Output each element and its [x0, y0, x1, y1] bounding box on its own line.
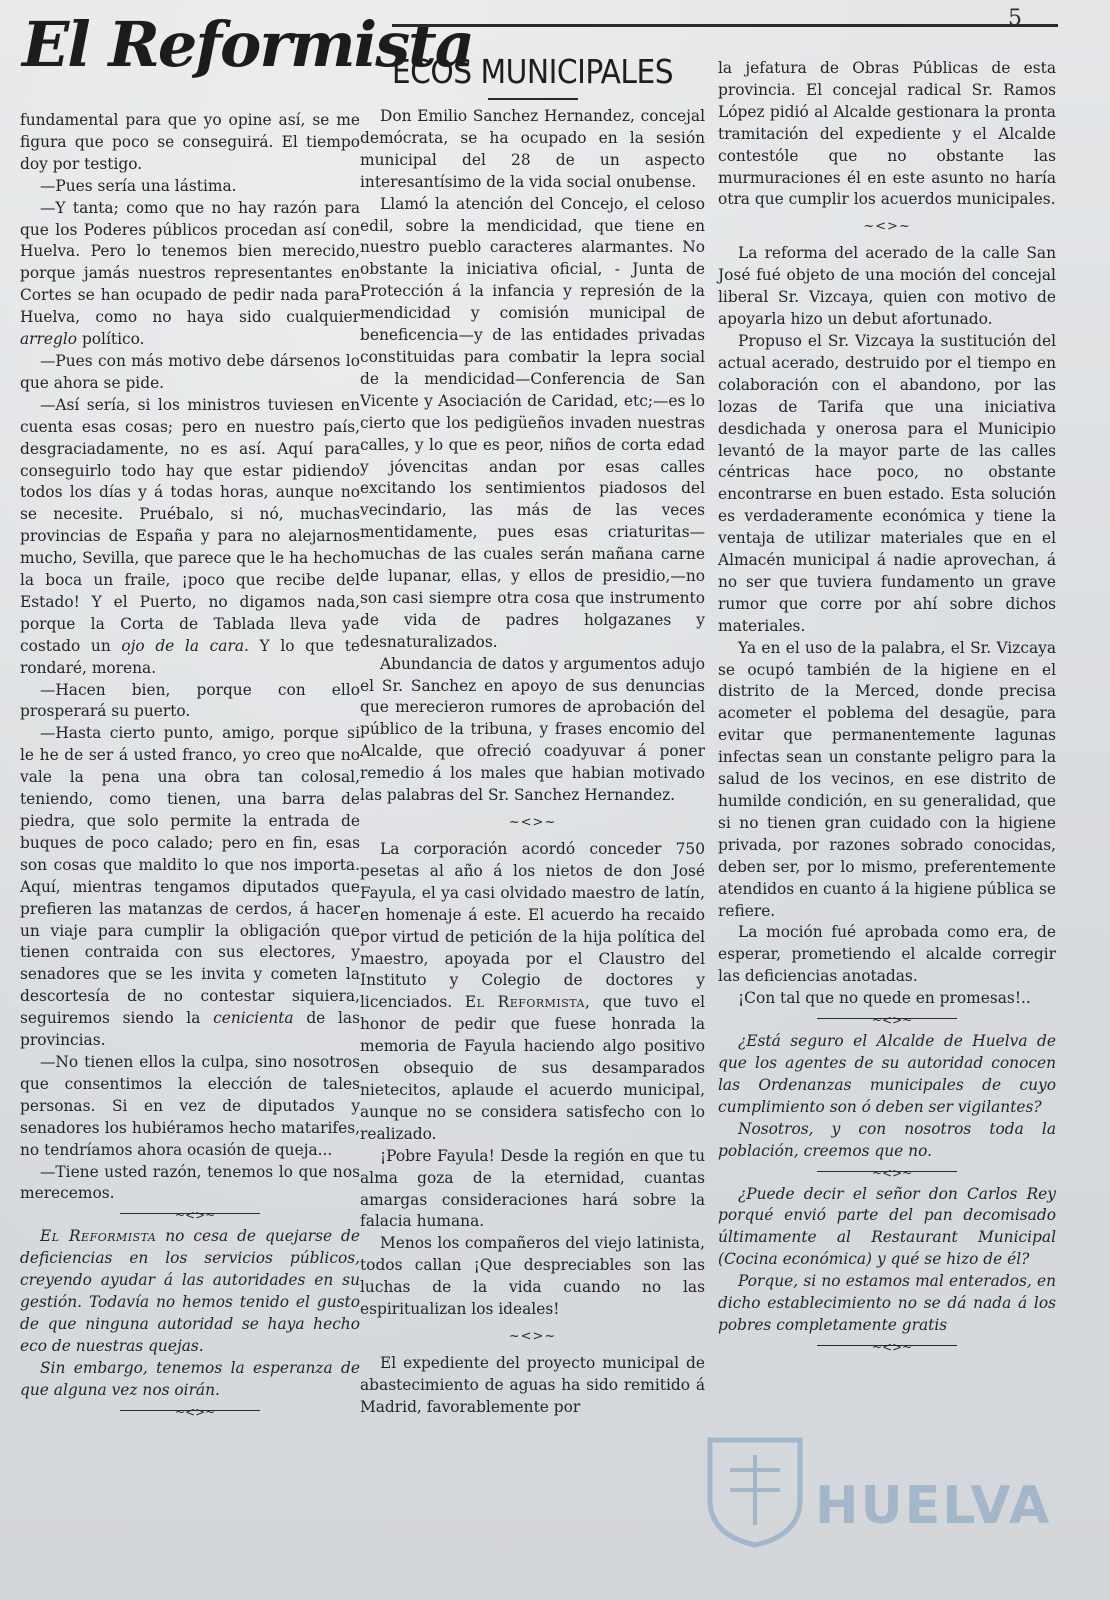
paragraph: —Hacen bien, porque con ello prosperará su puerto. — [20, 680, 360, 721]
header-rule — [392, 24, 1058, 27]
ornament-divider: ~<>~ — [817, 1018, 957, 1019]
paragraph: —Pues con más motivo debe dársenos lo que ahora se pide. — [20, 351, 360, 392]
title-rule — [488, 98, 578, 100]
masthead-logo: El Reformista — [22, 8, 473, 81]
page-number: 5 — [1008, 6, 1022, 31]
ornament-divider: ~<>~ — [508, 1328, 557, 1344]
column-2 — [360, 50, 705, 1419]
stamp-text: HUELVA — [815, 1476, 1052, 1536]
column-1 — [20, 110, 360, 1423]
paragraph: Propuso el Sr. Vizcaya la sustitución del actual acerado, destruido por el tiempo en colaboración con el abandono, por las lozas de Tarifa que una iniciativa desdichada y onerosa para el Municipio levantó de la mayor parte de las calles céntricas hace poco, no obstante encontrarse en buen estado. Esta solución es verdaderamente económica y tiene la ventaja de utilizar materiales que en el Almacén municipal á nadie aprovechan, á no ser que tuviera fundamento un grave rumor que corre por ahí sobre dichos materiales. — [718, 331, 1056, 635]
paragraph: —Y tanta; como que no hay razón para que los Poderes públicos procedan así con Huelva. Pero lo tenemos bien merecido, porque jamás nuestros representantes en Cortes se han ocupado de pedir nada para Huelva, como no haya sido cualquier arreglo político. — [20, 198, 360, 349]
paragraph: Abundancia de datos y argumentos adujo el Sr. Sanchez en apoyo de sus denuncias que merecieron rumores de aprobación del público de la tribuna, y frases encomio del Alcalde, que ofreció coadyuvar á poner remedio á los males que habian motivado las palabras del Sr. Sanchez Hernandez. — [360, 654, 705, 805]
editorial-note: Sin embargo, tenemos la esperanza de que alguna vez nos oirán. — [20, 1358, 360, 1399]
ornament-divider: ~<>~ — [508, 815, 557, 830]
paragraph: —Pues sería una lástima. — [40, 176, 237, 195]
ornament-divider: ~<>~ — [863, 219, 911, 235]
paragraph: Llamó la atención del Concejo, el celoso edil, sobre la mendicidad, que tiene en nuestro pueblo caracteres alarmantes. No obstante la iniciativa oficial, - Junta de Protección á la infancia y represión de la mendicidad y comisión municipal de beneficencia—y de las entidades privadas constituidas para combatir la lepra social de la mendicidad—Conferencia de San Vicente y Asociación de Caridad, etc;—es lo cierto que los pedigüeños invaden nuestras calles, y lo que es peor, niños de corta edad y jóvencitas andan por esas calles excitando los sentimientos piadosos del vecindario, las más de las veces mentidamente, pues esas criaturitas—muchas de las cuales serán mañana carne de lupanar, ellas, y ellos de presidio,—no son casi siempre otra cosa que instrumento de vida de padres holgazanes y desnaturalizados. — [360, 194, 705, 651]
shield-icon — [700, 1430, 810, 1550]
paragraph: El expediente del proyecto municipal de abastecimiento de aguas ha sido remitido á Madrid, favorablemente por — [360, 1353, 705, 1416]
paragraph: La moción fué aprobada como era, de esperar, prometiendo el alcalde corregir las deficiencias anotadas. — [718, 923, 1056, 986]
paragraph: ¡Con tal que no quede en promesas!.. — [738, 989, 1031, 1008]
paragraph: —No tienen ellos la culpa, sino nosotros que consentimos la elección de tales personas. Si en vez de diputados y senadores los hubiéramos hecho matarifes, no tendríamos ahora ocasión de queja... — [20, 1052, 360, 1159]
ornament-divider: ~<>~ — [817, 1171, 957, 1172]
library-stamp-watermark — [700, 1430, 1052, 1560]
paragraph: ¡Pobre Fayula! Desde la región en que tu alma goza de la eternidad, cuantas amargas consideraciones hará sobre la falacia humana. — [360, 1146, 705, 1231]
ornament-divider: ~<>~ — [120, 1213, 260, 1214]
paragraph: —Hasta cierto punto, amigo, porque si le he de ser á usted franco, yo creo que no vale la pena una obra tan colosal, teniendo, como tienen, una barra de piedra, que solo permite la entrada de buques de poco calado; pero en fin, esas son cosas que maldito lo que nos importa. Aquí, mientras tengamos diputados que prefieren las matanzas de cerdos, á hacer un viaje para cumplir la obligación que tienen contraida con sus electores, y senadores que se les invita y cometen la descortesía de no contestar siquiera, seguiremos siendo la cenicienta de las provincias. — [20, 724, 360, 1050]
column-3 — [718, 58, 1056, 1358]
answer-paragraph: Porque, si no estamos mal enterados, en dicho establecimiento no se dá nada á los pobres completamente gratis — [718, 1272, 1056, 1334]
paragraph: La corporación acordó conceder 750 pesetas al año á los nietos de don José Fayula, el ya casi olvidado maestro de latín, en homenaje á este. El acuerdo ha recaido por virtud de petición de la hija política del maestro, apoyada por el Claustro del Instituto y Colegio de doctores y licenciados. El Reformista, que tuvo el honor de pedir que fuese honrada la memoria de Fayula haciendo algo positivo en obsequio de sus desamparados nietecitos, aplaude el acuerdo municipal, aunque no se considera satisfecho con lo realizado. — [360, 840, 705, 1143]
paragraph: —Tiene usted razón, tenemos lo que nos merecemos. — [20, 1162, 360, 1203]
paragraph: —Así sería, si los ministros tuviesen en cuenta esas cosas; pero en nuestro país, desgraciadamente, no es así. Aquí para conseguirlo todo hay que estar pidiendo todos los días y á todas horas, aunque no se necesite. Pruébalo, si nó, muchas provincias de España y para no alejarnos mucho, Sevilla, que parece que le ha hecho la boca un fraile, ¡poco que recibe del Estado! Y el Puerto, no digamos nada, porque la Corta de Tablada lleva ya costado un ojo de la cara. Y lo que te rondaré, morena. — [20, 395, 360, 677]
editorial-note: El Reformista no cesa de quejarse de deficiencias en los servicios públicos, creyendo ayudar á las autoridades en su gestión. Todavía no hemos tenido el gusto de que ninguna autoridad se haya hecho eco de nuestras quejas. — [20, 1227, 361, 1355]
paragraph: la jefatura de Obras Públicas de esta provincia. El concejal radical Sr. Ramos López pidió al Alcalde gestionara la pronta tramitación del expediente y el Alcalde contestóle que no obstante las murmuraciones él en este asunto no haría otra que cumplir los acuerdos municipales. — [718, 59, 1056, 209]
paragraph: Menos los compañeros del viejo latinista, todos callan ¡Que despreciables son las luchas de la vida cuando no las espiritualizan los ideales! — [360, 1234, 705, 1319]
paragraph: fundamental para que yo opine así, se me figura que poco se conseguirá. El tiempo doy por testigo. — [20, 111, 360, 173]
section-title: ECOS MUNICIPALES — [391, 52, 674, 91]
ornament-divider: ~<>~ — [817, 1345, 957, 1346]
paragraph: La reforma del acerado de la calle San José fué objeto de una moción del concejal liberal Sr. Vizcaya, quien con motivo de apoyarla hizo un debut afortunado. — [718, 244, 1056, 329]
question-paragraph: ¿Puede decir el señor don Carlos Rey porqué envió parte del pan decomisado últimamente al Restaurant Municipal (Cocina económica) y qué se hizo de él? — [718, 1184, 1056, 1269]
ornament-divider: ~<>~ — [120, 1410, 260, 1411]
question-paragraph: ¿Está seguro el Alcalde de Huelva de que los agentes de su autoridad conocen las Ordenanzas municipales de cuyo cumplimiento son ó deben ser vigilantes? — [718, 1032, 1056, 1116]
paragraph: Don Emilio Sanchez Hernandez, concejal demócrata, se ha ocupado en la sesión municipal del 28 de un aspecto interesantísimo de la vida social onubense. — [360, 107, 705, 191]
answer-paragraph: Nosotros, y con nosotros toda la población, creemos que no. — [718, 1119, 1056, 1160]
paragraph: Ya en el uso de la palabra, el Sr. Vizcaya se ocupó también de la higiene en el distrito de la Merced, donde precisa acometer el poblema del desagüe, para evitar que permanentemente lagunas infectas sean un constante peligro para la salud de los vecinos, en ese distrito de humilde condición, en su generalidad, que si no tienen gran cuidado con la higiene privada, por razones sobrado conocidas, deben ser, por lo mismo, preferentemente atendidos en cuanto á la higiene pública se refiere. — [718, 638, 1056, 920]
